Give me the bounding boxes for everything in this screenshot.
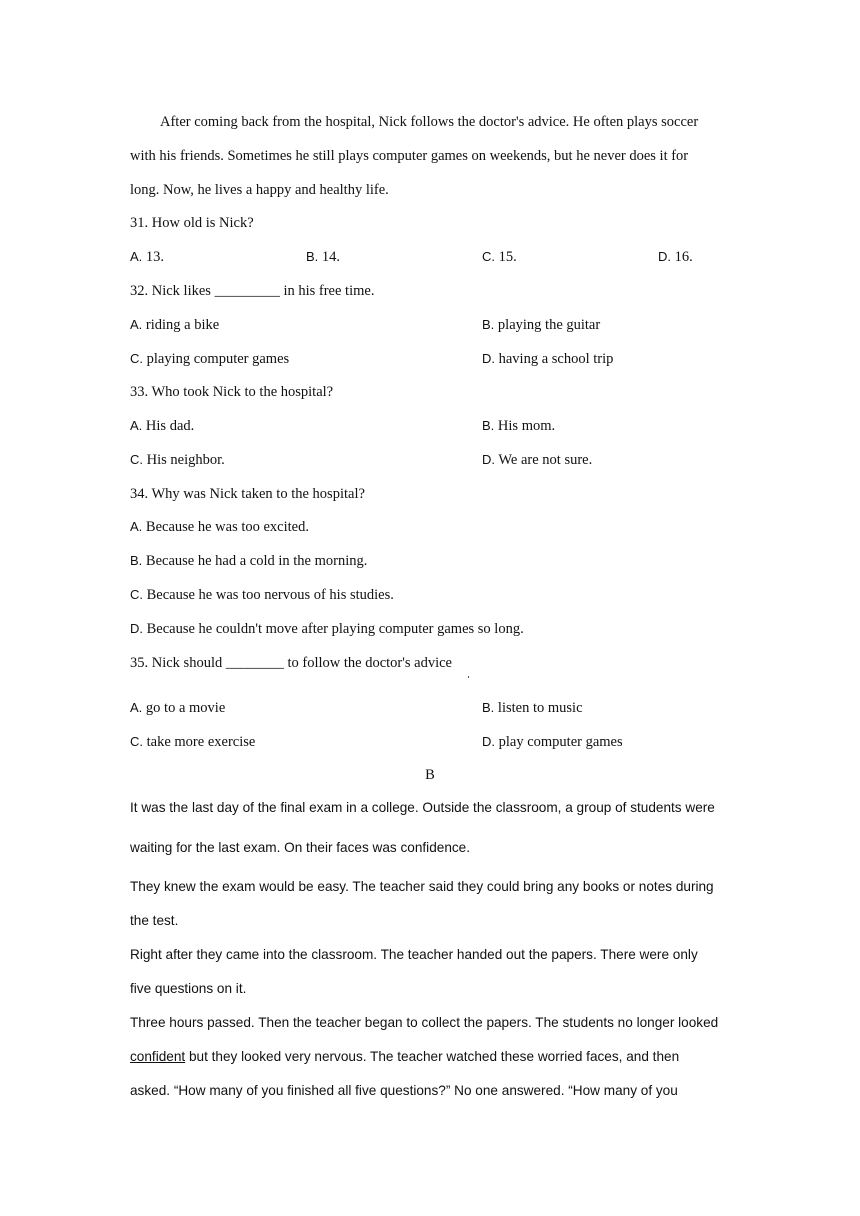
option-label: C. [130,351,143,366]
line-rest: but they looked very nervous. The teacher watched these worried faces, and then [188,1049,680,1064]
option-33-c [130,450,225,470]
option-label: C. [130,452,143,467]
option-text: 13. [145,249,165,265]
option-text: having a school trip [498,351,614,367]
stray-mark [468,676,469,678]
option-text: His neighbor. [146,452,225,468]
option-text: go to a movie [145,700,226,716]
option-label: A. [130,700,143,715]
option-text: playing computer games [146,351,290,367]
option-text: Because he couldn't move after playing computer games so long. [146,621,524,637]
section-b-line: waiting for the last exam. On their faces was confidence. [130,840,471,855]
option-text: take more exercise [146,734,256,750]
option-33-d [482,450,592,470]
question-35-stem: 35. Nick should ________ to follow the doctor's advice [130,655,452,671]
option-text: His mom. [497,418,556,434]
option-31-b [306,247,340,267]
option-35-b [482,698,583,718]
option-32-a [130,315,219,335]
option-32-c [130,349,289,369]
option-text: 16. [674,249,693,265]
option-text: riding a bike [145,317,220,333]
option-text: 14. [321,249,341,265]
option-text: We are not sure. [498,452,593,468]
option-32-b [482,315,600,335]
option-label: B. [482,700,495,715]
option-text: 15. [498,249,517,265]
option-34-d [130,619,524,639]
option-text: His dad. [145,418,195,434]
passage-line: with his friends. Sometimes he still plays computer games on weekends, but he never does it for [130,148,689,164]
option-label: D. [482,452,495,467]
section-b-line: the test. [130,913,179,928]
section-b-line: They knew the exam would be easy. The teacher said they could bring any books or notes during [130,879,714,894]
option-text: Because he was too nervous of his studies. [146,587,394,603]
option-35-a [130,698,225,718]
option-text: Because he had a cold in the morning. [145,553,368,569]
option-31-a [130,247,164,267]
option-33-a [130,416,194,436]
option-label: B. [482,317,495,332]
question-31-stem: 31. How old is Nick? [130,215,254,231]
passage-line: After coming back from the hospital, Nick follows the doctor's advice. He often plays soccer [160,114,699,130]
option-label: B. [482,418,495,433]
section-b-line [130,1047,679,1067]
option-label: A. [130,519,143,534]
option-text: playing the guitar [497,317,601,333]
option-35-c [130,732,255,752]
option-text: listen to music [497,700,583,716]
question-32-stem: 32. Nick likes _________ in his free time. [130,283,375,299]
option-31-c [482,247,517,267]
option-34-c [130,585,394,605]
section-b-heading: B [425,767,435,783]
section-b-line: Right after they came into the classroom. The teacher handed out the papers. There were only [130,947,698,962]
underlined-word: confident [130,1049,186,1064]
question-34-stem: 34. Why was Nick taken to the hospital? [130,486,365,502]
option-label: B. [306,249,319,264]
option-31-d [658,247,693,267]
option-label: B. [130,553,143,568]
option-label: D. [658,249,671,264]
question-33-stem: 33. Who took Nick to the hospital? [130,384,334,400]
option-label: A. [130,418,143,433]
section-b-line: It was the last day of the final exam in a college. Outside the classroom, a group of students were [130,800,715,815]
option-label: D. [482,351,495,366]
section-b-line: Three hours passed. Then the teacher began to collect the papers. The students no longer looked [130,1015,719,1030]
option-label: D. [482,734,495,749]
option-32-d [482,349,613,369]
option-33-b [482,416,555,436]
option-label: C. [130,734,143,749]
option-label: D. [130,621,143,636]
option-35-d [482,732,623,752]
option-label: C. [482,249,495,264]
option-text: play computer games [498,734,623,750]
option-text: Because he was too excited. [145,519,309,535]
option-label: A. [130,317,143,332]
section-b-line: asked. “How many of you finished all five questions?” No one answered. “How many of you [130,1083,678,1098]
passage-line: long. Now, he lives a happy and healthy life. [130,182,389,198]
option-34-a [130,517,309,537]
option-label: C. [130,587,143,602]
section-b-line: five questions on it. [130,981,247,996]
option-34-b [130,551,367,571]
option-label: A. [130,249,143,264]
